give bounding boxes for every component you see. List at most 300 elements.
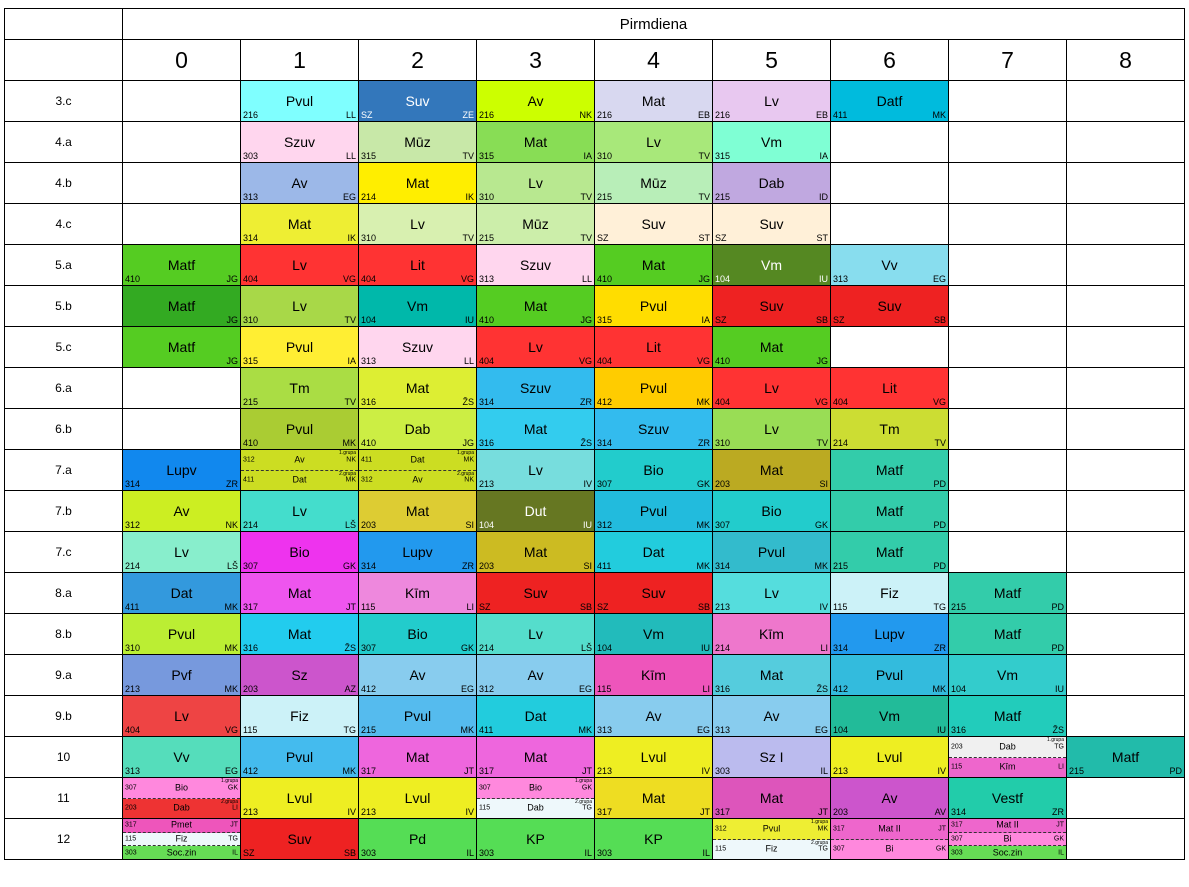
slot-cell[interactable] [949, 409, 1067, 450]
slot-cell[interactable] [359, 245, 477, 286]
slot-cell[interactable] [359, 491, 477, 532]
lesson-block[interactable] [713, 532, 830, 572]
slot-cell[interactable] [831, 614, 949, 655]
slot-cell[interactable] [831, 409, 949, 450]
slot-cell[interactable] [831, 655, 949, 696]
lesson-block[interactable] [595, 491, 712, 531]
slot-cell[interactable] [831, 163, 949, 204]
lesson-block[interactable] [123, 737, 240, 777]
lesson-block[interactable] [359, 409, 476, 449]
lesson-block[interactable] [831, 286, 948, 326]
lesson-block[interactable] [477, 819, 594, 859]
lesson-block[interactable] [949, 614, 1066, 654]
split-lesson-block[interactable] [123, 778, 240, 818]
slot-cell[interactable] [477, 286, 595, 327]
lesson-block[interactable] [713, 450, 830, 490]
lesson-block[interactable] [359, 368, 476, 408]
slot-cell[interactable] [241, 532, 359, 573]
lesson-block[interactable] [477, 163, 594, 203]
slot-cell[interactable] [1067, 778, 1185, 819]
slot-cell[interactable] [123, 737, 241, 778]
slot-cell[interactable] [713, 491, 831, 532]
split-part[interactable] [949, 846, 1066, 859]
lesson-block[interactable] [831, 245, 948, 285]
slot-cell[interactable] [241, 450, 359, 491]
split-part[interactable] [949, 833, 1066, 847]
lesson-block[interactable] [595, 614, 712, 654]
lesson-block[interactable] [713, 368, 830, 408]
lesson-block[interactable] [123, 245, 240, 285]
slot-cell[interactable] [713, 655, 831, 696]
slot-cell[interactable] [713, 122, 831, 163]
slot-cell[interactable] [123, 450, 241, 491]
slot-cell[interactable] [241, 491, 359, 532]
lesson-block[interactable] [477, 573, 594, 613]
lesson-block[interactable] [241, 204, 358, 244]
slot-cell[interactable] [123, 614, 241, 655]
lesson-block[interactable] [713, 614, 830, 654]
lesson-block[interactable] [477, 655, 594, 695]
lesson-block[interactable] [595, 327, 712, 367]
lesson-block[interactable] [241, 81, 358, 121]
lesson-block[interactable] [713, 204, 830, 244]
slot-cell[interactable] [949, 696, 1067, 737]
lesson-block[interactable] [831, 450, 948, 490]
slot-cell[interactable] [949, 491, 1067, 532]
slot-cell[interactable] [241, 327, 359, 368]
slot-cell[interactable] [123, 204, 241, 245]
slot-cell[interactable] [477, 204, 595, 245]
lesson-block[interactable] [359, 286, 476, 326]
slot-cell[interactable] [123, 122, 241, 163]
lesson-block[interactable] [359, 81, 476, 121]
slot-cell[interactable] [713, 204, 831, 245]
slot-cell[interactable] [1067, 819, 1185, 860]
lesson-block[interactable] [477, 327, 594, 367]
lesson-block[interactable] [831, 81, 948, 121]
slot-cell[interactable] [359, 532, 477, 573]
lesson-block[interactable] [359, 573, 476, 613]
lesson-block[interactable] [595, 819, 712, 859]
slot-cell[interactable] [595, 819, 713, 860]
lesson-block[interactable] [241, 245, 358, 285]
slot-cell[interactable] [123, 327, 241, 368]
split-part[interactable] [713, 840, 830, 860]
slot-cell[interactable] [1067, 450, 1185, 491]
split-lesson-block[interactable] [123, 819, 240, 859]
split-lesson-block[interactable] [477, 778, 594, 818]
slot-cell[interactable] [595, 163, 713, 204]
lesson-block[interactable] [359, 778, 476, 818]
lesson-block[interactable] [595, 532, 712, 572]
slot-cell[interactable] [359, 573, 477, 614]
lesson-block[interactable] [713, 573, 830, 613]
split-lesson-block[interactable] [831, 819, 948, 859]
slot-cell[interactable] [831, 245, 949, 286]
slot-cell[interactable] [241, 614, 359, 655]
slot-cell[interactable] [949, 368, 1067, 409]
slot-cell[interactable] [713, 409, 831, 450]
slot-cell[interactable] [595, 327, 713, 368]
split-part[interactable] [123, 833, 240, 847]
slot-cell[interactable] [831, 696, 949, 737]
lesson-block[interactable] [831, 368, 948, 408]
slot-cell[interactable] [477, 245, 595, 286]
slot-cell[interactable] [949, 737, 1067, 778]
slot-cell[interactable] [123, 491, 241, 532]
slot-cell[interactable] [477, 163, 595, 204]
slot-cell[interactable] [831, 491, 949, 532]
slot-cell[interactable] [123, 286, 241, 327]
lesson-block[interactable] [831, 573, 948, 613]
slot-cell[interactable] [477, 122, 595, 163]
slot-cell[interactable] [713, 532, 831, 573]
lesson-block[interactable] [713, 122, 830, 162]
lesson-block[interactable] [477, 532, 594, 572]
lesson-block[interactable] [713, 655, 830, 695]
lesson-block[interactable] [713, 327, 830, 367]
lesson-block[interactable] [241, 655, 358, 695]
split-lesson-block[interactable] [949, 819, 1066, 859]
slot-cell[interactable] [831, 204, 949, 245]
lesson-block[interactable] [595, 204, 712, 244]
lesson-block[interactable] [831, 778, 948, 818]
split-part[interactable] [241, 450, 358, 471]
lesson-block[interactable] [713, 245, 830, 285]
slot-cell[interactable] [713, 696, 831, 737]
slot-cell[interactable] [831, 122, 949, 163]
slot-cell[interactable] [1067, 122, 1185, 163]
lesson-block[interactable] [359, 696, 476, 736]
lesson-block[interactable] [123, 450, 240, 490]
lesson-block[interactable] [595, 696, 712, 736]
slot-cell[interactable] [241, 655, 359, 696]
lesson-block[interactable] [359, 122, 476, 162]
slot-cell[interactable] [359, 614, 477, 655]
lesson-block[interactable] [595, 573, 712, 613]
slot-cell[interactable] [949, 327, 1067, 368]
slot-cell[interactable] [477, 819, 595, 860]
lesson-block[interactable] [241, 163, 358, 203]
slot-cell[interactable] [595, 245, 713, 286]
slot-cell[interactable] [1067, 245, 1185, 286]
lesson-block[interactable] [359, 245, 476, 285]
split-part[interactable] [831, 840, 948, 860]
slot-cell[interactable] [123, 409, 241, 450]
lesson-block[interactable] [477, 614, 594, 654]
slot-cell[interactable] [1067, 737, 1185, 778]
slot-cell[interactable] [359, 327, 477, 368]
slot-cell[interactable] [713, 450, 831, 491]
slot-cell[interactable] [477, 532, 595, 573]
lesson-block[interactable] [831, 737, 948, 777]
slot-cell[interactable] [831, 778, 949, 819]
slot-cell[interactable] [123, 573, 241, 614]
slot-cell[interactable] [241, 122, 359, 163]
slot-cell[interactable] [359, 81, 477, 122]
split-part[interactable] [359, 471, 476, 491]
lesson-block[interactable] [713, 737, 830, 777]
slot-cell[interactable] [831, 327, 949, 368]
lesson-block[interactable] [477, 286, 594, 326]
slot-cell[interactable] [359, 122, 477, 163]
slot-cell[interactable] [359, 368, 477, 409]
split-part[interactable] [949, 737, 1066, 758]
lesson-block[interactable] [949, 778, 1066, 818]
split-lesson-block[interactable] [241, 450, 358, 490]
slot-cell[interactable] [831, 532, 949, 573]
slot-cell[interactable] [123, 81, 241, 122]
lesson-block[interactable] [477, 696, 594, 736]
lesson-block[interactable] [241, 573, 358, 613]
lesson-block[interactable] [241, 286, 358, 326]
slot-cell[interactable] [477, 573, 595, 614]
slot-cell[interactable] [1067, 81, 1185, 122]
slot-cell[interactable] [359, 737, 477, 778]
lesson-block[interactable] [595, 286, 712, 326]
slot-cell[interactable] [241, 368, 359, 409]
slot-cell[interactable] [713, 819, 831, 860]
slot-cell[interactable] [949, 450, 1067, 491]
lesson-block[interactable] [359, 532, 476, 572]
slot-cell[interactable] [1067, 409, 1185, 450]
slot-cell[interactable] [713, 245, 831, 286]
lesson-block[interactable] [123, 655, 240, 695]
slot-cell[interactable] [949, 245, 1067, 286]
slot-cell[interactable] [595, 409, 713, 450]
slot-cell[interactable] [831, 368, 949, 409]
lesson-block[interactable] [123, 614, 240, 654]
slot-cell[interactable] [831, 573, 949, 614]
lesson-block[interactable] [241, 819, 358, 859]
slot-cell[interactable] [359, 163, 477, 204]
slot-cell[interactable] [477, 491, 595, 532]
lesson-block[interactable] [477, 204, 594, 244]
slot-cell[interactable] [359, 655, 477, 696]
lesson-block[interactable] [595, 368, 712, 408]
lesson-block[interactable] [949, 696, 1066, 736]
slot-cell[interactable] [595, 491, 713, 532]
slot-cell[interactable] [359, 204, 477, 245]
lesson-block[interactable] [241, 327, 358, 367]
slot-cell[interactable] [831, 737, 949, 778]
lesson-block[interactable] [241, 778, 358, 818]
slot-cell[interactable] [123, 696, 241, 737]
slot-cell[interactable] [1067, 614, 1185, 655]
slot-cell[interactable] [123, 778, 241, 819]
lesson-block[interactable] [713, 409, 830, 449]
slot-cell[interactable] [359, 409, 477, 450]
slot-cell[interactable] [241, 737, 359, 778]
lesson-block[interactable] [123, 532, 240, 572]
lesson-block[interactable] [713, 163, 830, 203]
split-part[interactable] [123, 819, 240, 833]
slot-cell[interactable] [1067, 327, 1185, 368]
lesson-block[interactable] [241, 737, 358, 777]
slot-cell[interactable] [831, 286, 949, 327]
split-lesson-block[interactable] [359, 450, 476, 490]
slot-cell[interactable] [713, 327, 831, 368]
slot-cell[interactable] [477, 409, 595, 450]
slot-cell[interactable] [595, 532, 713, 573]
slot-cell[interactable] [949, 122, 1067, 163]
lesson-block[interactable] [359, 819, 476, 859]
lesson-block[interactable] [241, 122, 358, 162]
slot-cell[interactable] [949, 81, 1067, 122]
slot-cell[interactable] [241, 81, 359, 122]
lesson-block[interactable] [595, 778, 712, 818]
slot-cell[interactable] [713, 737, 831, 778]
slot-cell[interactable] [595, 368, 713, 409]
slot-cell[interactable] [713, 614, 831, 655]
slot-cell[interactable] [713, 573, 831, 614]
lesson-block[interactable] [359, 491, 476, 531]
lesson-block[interactable] [359, 614, 476, 654]
split-part[interactable] [713, 819, 830, 840]
lesson-block[interactable] [241, 532, 358, 572]
slot-cell[interactable] [713, 81, 831, 122]
split-lesson-block[interactable] [949, 737, 1066, 777]
slot-cell[interactable] [123, 368, 241, 409]
slot-cell[interactable] [1067, 696, 1185, 737]
lesson-block[interactable] [477, 409, 594, 449]
slot-cell[interactable] [123, 819, 241, 860]
lesson-block[interactable] [831, 696, 948, 736]
split-part[interactable] [949, 819, 1066, 833]
lesson-block[interactable] [949, 655, 1066, 695]
slot-cell[interactable] [1067, 655, 1185, 696]
split-part[interactable] [123, 799, 240, 819]
lesson-block[interactable] [713, 778, 830, 818]
lesson-block[interactable] [595, 122, 712, 162]
slot-cell[interactable] [949, 778, 1067, 819]
lesson-block[interactable] [123, 491, 240, 531]
slot-cell[interactable] [241, 286, 359, 327]
lesson-block[interactable] [477, 450, 594, 490]
slot-cell[interactable] [949, 819, 1067, 860]
lesson-block[interactable] [713, 491, 830, 531]
slot-cell[interactable] [1067, 532, 1185, 573]
slot-cell[interactable] [241, 778, 359, 819]
slot-cell[interactable] [477, 614, 595, 655]
slot-cell[interactable] [359, 696, 477, 737]
slot-cell[interactable] [713, 778, 831, 819]
split-part[interactable] [477, 778, 594, 799]
slot-cell[interactable] [595, 778, 713, 819]
slot-cell[interactable] [1067, 573, 1185, 614]
lesson-block[interactable] [595, 737, 712, 777]
slot-cell[interactable] [241, 204, 359, 245]
slot-cell[interactable] [123, 163, 241, 204]
lesson-block[interactable] [477, 368, 594, 408]
slot-cell[interactable] [949, 286, 1067, 327]
slot-cell[interactable] [241, 163, 359, 204]
lesson-block[interactable] [477, 245, 594, 285]
slot-cell[interactable] [477, 737, 595, 778]
slot-cell[interactable] [123, 532, 241, 573]
slot-cell[interactable] [241, 573, 359, 614]
slot-cell[interactable] [595, 204, 713, 245]
lesson-block[interactable] [359, 327, 476, 367]
slot-cell[interactable] [241, 409, 359, 450]
slot-cell[interactable] [359, 778, 477, 819]
slot-cell[interactable] [595, 696, 713, 737]
slot-cell[interactable] [1067, 163, 1185, 204]
lesson-block[interactable] [831, 614, 948, 654]
slot-cell[interactable] [595, 655, 713, 696]
lesson-block[interactable] [241, 409, 358, 449]
split-part[interactable] [359, 450, 476, 471]
slot-cell[interactable] [123, 655, 241, 696]
lesson-block[interactable] [241, 491, 358, 531]
lesson-block[interactable] [831, 655, 948, 695]
split-part[interactable] [123, 846, 240, 859]
slot-cell[interactable] [1067, 491, 1185, 532]
slot-cell[interactable] [595, 573, 713, 614]
slot-cell[interactable] [949, 163, 1067, 204]
slot-cell[interactable] [949, 655, 1067, 696]
lesson-block[interactable] [477, 737, 594, 777]
slot-cell[interactable] [949, 204, 1067, 245]
slot-cell[interactable] [241, 819, 359, 860]
slot-cell[interactable] [713, 368, 831, 409]
lesson-block[interactable] [477, 122, 594, 162]
slot-cell[interactable] [595, 286, 713, 327]
lesson-block[interactable] [595, 245, 712, 285]
slot-cell[interactable] [1067, 204, 1185, 245]
lesson-block[interactable] [595, 409, 712, 449]
lesson-block[interactable] [595, 163, 712, 203]
slot-cell[interactable] [359, 286, 477, 327]
lesson-block[interactable] [595, 81, 712, 121]
lesson-block[interactable] [831, 409, 948, 449]
lesson-block[interactable] [477, 81, 594, 121]
slot-cell[interactable] [595, 737, 713, 778]
slot-cell[interactable] [359, 450, 477, 491]
slot-cell[interactable] [949, 532, 1067, 573]
lesson-block[interactable] [241, 696, 358, 736]
slot-cell[interactable] [241, 245, 359, 286]
slot-cell[interactable] [477, 327, 595, 368]
lesson-block[interactable] [241, 614, 358, 654]
lesson-block[interactable] [477, 491, 594, 531]
split-part[interactable] [831, 819, 948, 840]
lesson-block[interactable] [359, 204, 476, 244]
lesson-block[interactable] [713, 286, 830, 326]
slot-cell[interactable] [595, 81, 713, 122]
lesson-block[interactable] [123, 327, 240, 367]
slot-cell[interactable] [477, 81, 595, 122]
split-part[interactable] [123, 778, 240, 799]
slot-cell[interactable] [595, 122, 713, 163]
slot-cell[interactable] [123, 245, 241, 286]
lesson-block[interactable] [123, 573, 240, 613]
lesson-block[interactable] [713, 81, 830, 121]
slot-cell[interactable] [831, 450, 949, 491]
split-part[interactable] [949, 758, 1066, 778]
slot-cell[interactable] [831, 819, 949, 860]
lesson-block[interactable] [241, 368, 358, 408]
slot-cell[interactable] [713, 163, 831, 204]
lesson-block[interactable] [359, 737, 476, 777]
lesson-block[interactable] [595, 450, 712, 490]
lesson-block[interactable] [1067, 737, 1184, 777]
lesson-block[interactable] [713, 696, 830, 736]
split-part[interactable] [477, 799, 594, 819]
lesson-block[interactable] [123, 696, 240, 736]
slot-cell[interactable] [831, 81, 949, 122]
lesson-block[interactable] [831, 532, 948, 572]
